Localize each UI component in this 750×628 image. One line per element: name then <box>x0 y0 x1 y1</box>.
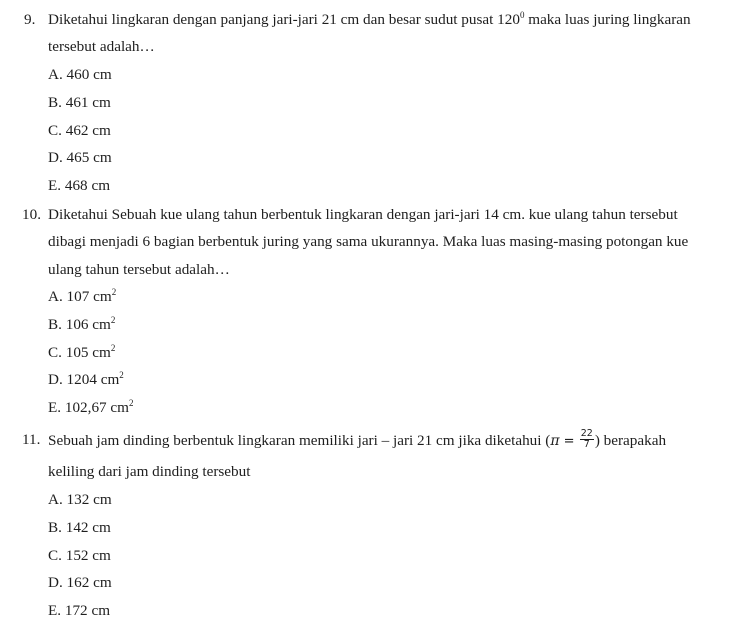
answer-option-d: D. 162 cm <box>48 574 112 591</box>
answer-option-b <box>48 316 115 334</box>
answer-option-c: C. 462 cm <box>48 122 111 139</box>
question-text: Diketahui lingkaran dengan panjang jari-jari 21 cm dan besar sudut pusat 120 <box>48 11 520 28</box>
answer-option-a: A. 132 cm <box>48 491 112 508</box>
answer-option-b: B. 461 cm <box>48 94 111 111</box>
question-text-line: Diketahui Sebuah kue ulang tahun berbentuk lingkaran dengan jari-jari 14 cm. kue ulang tahun tersebut <box>48 206 678 223</box>
degree-superscript: 0 <box>519 10 525 20</box>
question-text-line: dibagi menjadi 6 bagian berbentuk juring yang sama ukurannya. Maka luas masing-masing potongan kue <box>48 233 689 250</box>
answer-option-a <box>48 288 116 306</box>
answer-option-a: A. 460 cm <box>48 66 112 83</box>
question-text: ) berapakah <box>594 432 667 449</box>
answer-option-e: E. 468 cm <box>48 177 111 194</box>
answer-option-d: D. 465 cm <box>48 149 112 166</box>
option-text: C. 105 cm <box>48 344 111 361</box>
pi-symbol: π <box>550 433 560 449</box>
question-number: 10. <box>22 206 41 223</box>
answer-option-b: B. 142 cm <box>48 519 111 536</box>
pi-equation <box>550 428 594 450</box>
answer-option-e <box>48 399 134 417</box>
option-text: A. 107 cm <box>48 288 112 305</box>
option-text: D. 1204 cm <box>48 371 120 388</box>
square-superscript: 2 <box>110 315 116 325</box>
answer-option-c <box>48 344 115 362</box>
square-superscript: 2 <box>119 370 124 380</box>
fraction-numerator: 22 <box>580 428 593 439</box>
equals-sign: = <box>559 434 579 449</box>
fraction-denominator: 7 <box>583 439 590 450</box>
question-text: maka luas juring lingkaran <box>524 11 691 28</box>
question-text-line <box>48 428 667 450</box>
square-superscript: 2 <box>111 287 117 297</box>
question-text-line <box>48 11 691 29</box>
answer-option-d <box>48 371 124 389</box>
fraction <box>580 429 594 450</box>
question-text-line: ulang tahun tersebut adalah… <box>48 261 230 278</box>
option-text: B. 106 cm <box>48 316 111 333</box>
square-superscript: 2 <box>110 343 116 353</box>
question-number: 9. <box>24 11 36 28</box>
square-superscript: 2 <box>129 398 134 408</box>
answer-option-e: E. 172 cm <box>48 602 111 619</box>
option-text: E. 102,67 cm <box>48 399 129 416</box>
question-text-line: tersebut adalah… <box>48 38 155 55</box>
question-text: Sebuah jam dinding berbentuk lingkaran memiliki jari – jari 21 cm jika diketahui ( <box>48 432 551 449</box>
answer-option-c: C. 152 cm <box>48 547 111 564</box>
question-number: 11. <box>22 431 41 448</box>
question-text-line: keliling dari jam dinding tersebut <box>48 463 251 480</box>
